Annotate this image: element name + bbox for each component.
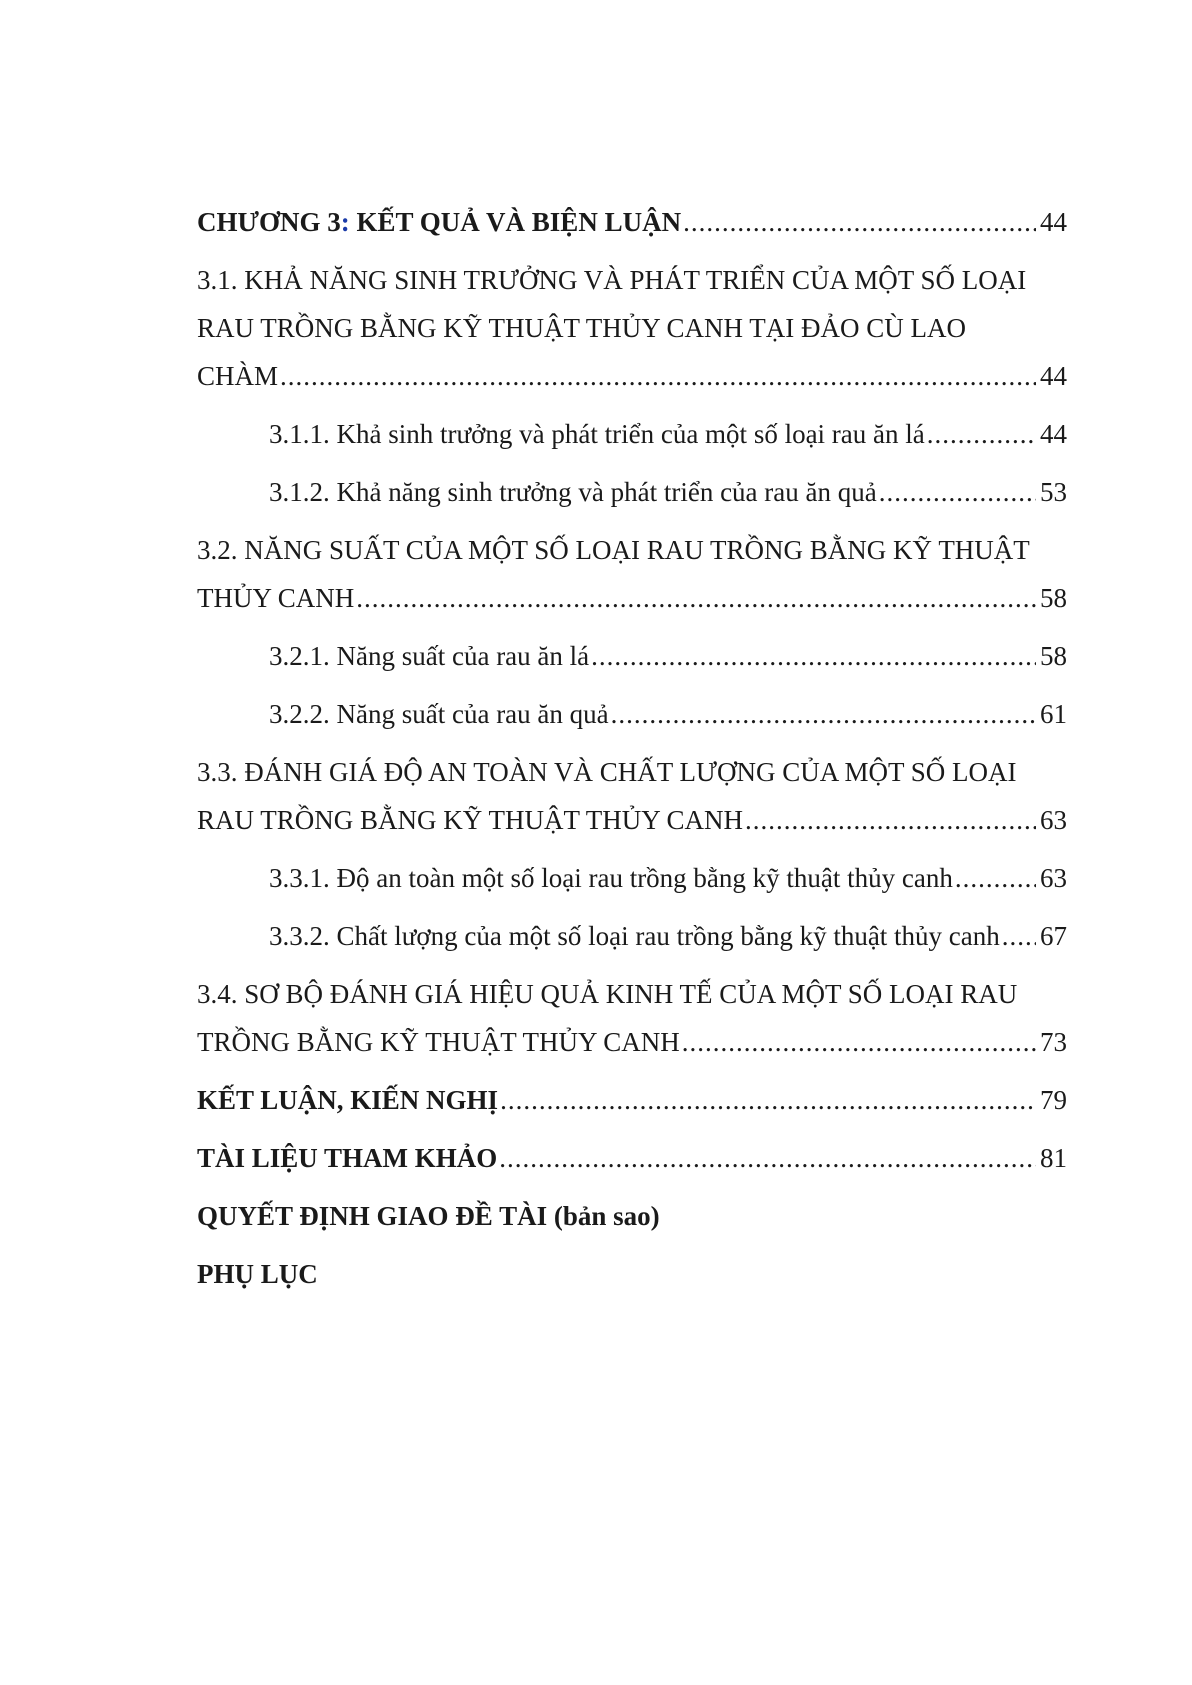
- toc-entry-references[interactable]: [197, 1134, 1067, 1182]
- toc-page-number: 73: [1040, 1027, 1067, 1057]
- toc-entry-appendix[interactable]: [197, 1250, 1067, 1298]
- toc-page-number: 67: [1040, 921, 1067, 951]
- toc-entry-title: [197, 198, 681, 246]
- toc-entry-3-2[interactable]: [197, 526, 1067, 622]
- toc-entry-conclusion[interactable]: [197, 1076, 1067, 1124]
- dot-leader: [879, 468, 1036, 516]
- toc-entry-3-3[interactable]: [197, 748, 1067, 844]
- chapter-prefix: CHƯƠNG 3: [197, 207, 341, 237]
- toc-entry-title: TÀI LIỆU THAM KHẢO: [197, 1143, 498, 1173]
- toc-entry-chapter-3[interactable]: [197, 198, 1067, 246]
- toc-page-number: 63: [1040, 805, 1067, 835]
- table-of-contents: [197, 198, 1067, 1308]
- dot-leader: [611, 690, 1036, 738]
- toc-entry-title: KẾT LUẬN, KIẾN NGHỊ: [197, 1085, 499, 1115]
- toc-entry-3-3-2[interactable]: [197, 912, 1067, 960]
- toc-entry-3-3-1[interactable]: [197, 854, 1067, 902]
- toc-entry-3-1[interactable]: [197, 256, 1067, 400]
- dot-leader: [356, 574, 1036, 622]
- toc-entry-3-2-1[interactable]: [197, 632, 1067, 680]
- dot-leader: [591, 632, 1036, 680]
- toc-entry-title: QUYẾT ĐỊNH GIAO ĐỀ TÀI (bản sao): [197, 1201, 660, 1231]
- toc-page-number: 81: [1040, 1143, 1067, 1173]
- toc-entry-title-line-1: 3.2. NĂNG SUẤT CỦA MỘT SỐ LOẠI RAU TRỒNG BẰNG KỸ THUẬT: [197, 535, 1030, 565]
- toc-entry-3-1-2[interactable]: [197, 468, 1067, 516]
- dot-leader: [955, 854, 1036, 902]
- toc-entry-title: 3.1.1. Khả sinh trưởng và phát triển của một số loại rau ăn lá: [269, 419, 925, 449]
- dot-leader: [280, 352, 1036, 400]
- toc-page-number: 61: [1040, 699, 1067, 729]
- chapter-colon: :: [340, 207, 350, 237]
- dot-leader: [1002, 912, 1036, 960]
- chapter-title: KẾT QUẢ VÀ BIỆN LUẬN: [349, 207, 682, 237]
- toc-page-number: 53: [1040, 477, 1067, 507]
- toc-page-number: 44: [1040, 207, 1067, 237]
- toc-entry-title: 3.2.2. Năng suất của rau ăn quả: [269, 699, 609, 729]
- dot-leader: [927, 410, 1036, 458]
- toc-page-number: 44: [1040, 419, 1067, 449]
- dot-leader: [683, 198, 1036, 246]
- toc-page-number: 79: [1040, 1085, 1067, 1115]
- toc-entry-title-line-1: 3.4. SƠ BỘ ĐÁNH GIÁ HIỆU QUẢ KINH TẾ CỦA MỘT SỐ LOẠI RAU: [197, 979, 1018, 1009]
- toc-entry-title: 3.1.2. Khả năng sinh trưởng và phát triển của rau ăn quả: [269, 477, 877, 507]
- toc-entry-title: 3.3.1. Độ an toàn một số loại rau trồng bằng kỹ thuật thủy canh: [269, 863, 953, 893]
- toc-entry-3-4[interactable]: [197, 970, 1067, 1066]
- toc-entry-title-line-2: RAU TRỒNG BẰNG KỸ THUẬT THỦY CANH: [197, 805, 744, 835]
- toc-entry-title-line-3: CHÀM: [197, 361, 279, 391]
- toc-entry-title: 3.3.2. Chất lượng của một số loại rau trồng bằng kỹ thuật thủy canh: [269, 921, 1000, 951]
- toc-entry-title-line-2: TRỒNG BẰNG KỸ THUẬT THỦY CANH: [197, 1027, 680, 1057]
- toc-page-number: 44: [1040, 361, 1067, 391]
- toc-entry-3-2-2[interactable]: [197, 690, 1067, 738]
- toc-page-number: 58: [1040, 641, 1067, 671]
- toc-page-number: 63: [1040, 863, 1067, 893]
- dot-leader: [500, 1076, 1036, 1124]
- toc-page-number: 58: [1040, 583, 1067, 613]
- dot-leader: [499, 1134, 1036, 1182]
- toc-entry-3-1-1[interactable]: [197, 410, 1067, 458]
- toc-entry-title: PHỤ LỤC: [197, 1259, 318, 1289]
- toc-entry-title-line-1: 3.3. ĐÁNH GIÁ ĐỘ AN TOÀN VÀ CHẤT LƯỢNG CỦA MỘT SỐ LOẠI: [197, 757, 1017, 787]
- dot-leader: [745, 796, 1036, 844]
- toc-entry-title: 3.2.1. Năng suất của rau ăn lá: [269, 641, 590, 671]
- toc-entry-title-line-2: RAU TRỒNG BẰNG KỸ THUẬT THỦY CANH TẠI ĐẢO CÙ LAO: [197, 313, 967, 343]
- toc-entry-title-line-1: 3.1. KHẢ NĂNG SINH TRƯỞNG VÀ PHÁT TRIỂN CỦA MỘT SỐ LOẠI: [197, 265, 1027, 295]
- toc-entry-decision[interactable]: [197, 1192, 1067, 1240]
- dot-leader: [682, 1018, 1036, 1066]
- toc-entry-title-line-2: THỦY CANH: [197, 583, 355, 613]
